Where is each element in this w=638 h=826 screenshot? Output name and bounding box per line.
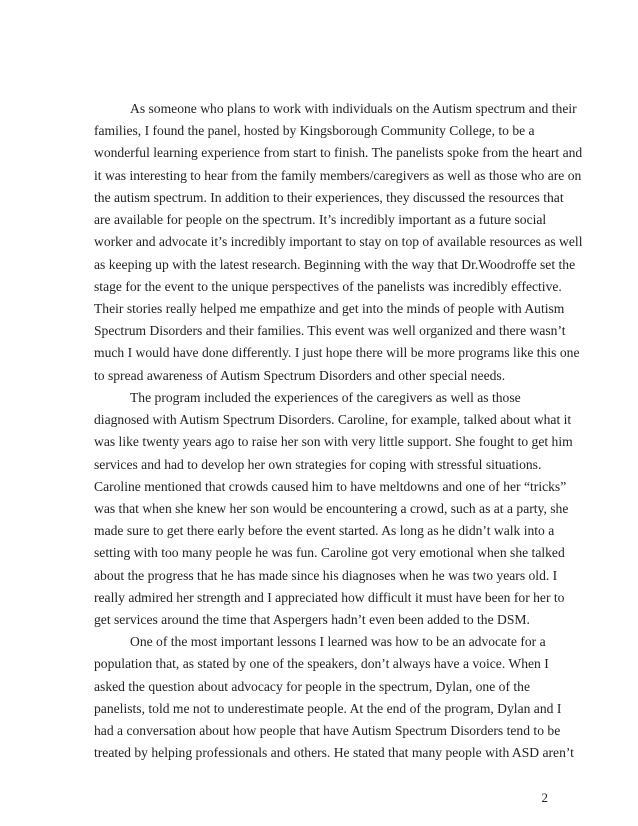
paragraph-line: get services around the time that Aspergers hadn’t even been added to the DSM. bbox=[94, 612, 530, 628]
paragraph-line: worker and advocate it’s incredibly important to stay on top of available resources as well bbox=[94, 234, 583, 250]
body-text bbox=[94, 98, 583, 765]
paragraph-line: Spectrum Disorders and their families. This event was well organized and there wasn’t bbox=[94, 323, 566, 339]
paragraph-line: was like twenty years ago to raise her son with very little support. She fought to get him bbox=[94, 434, 573, 450]
paragraph-line: The program included the experiences of the caregivers as well as those bbox=[130, 389, 521, 405]
paragraph-line: the autism spectrum. In addition to their experiences, they discussed the resources that bbox=[94, 189, 564, 205]
paragraph-line: As someone who plans to work with individuals on the Autism spectrum and their bbox=[130, 101, 577, 116]
paragraph-line: to spread awareness of Autism Spectrum Disorders and other special needs. bbox=[94, 367, 506, 383]
page-number: 2 bbox=[541, 790, 548, 805]
paragraph-line: diagnosed with Autism Spectrum Disorders. Caroline, for example, talked about what it bbox=[94, 412, 572, 428]
paragraph-line: population that, as stated by one of the speakers, don’t always have a voice. When I bbox=[94, 656, 549, 672]
paragraph-line: was that when she knew her son would be encountering a crowd, such as at a party, she bbox=[94, 500, 569, 516]
paragraph-line: much I would have done differently. I just hope there will be more programs like this one bbox=[94, 345, 580, 361]
paragraph-line: are available for people on the spectrum. It’s incredibly important as a future social bbox=[94, 212, 547, 228]
paragraph-line: really admired her strength and I appreciated how difficult it must have been for her to bbox=[94, 589, 565, 605]
paragraph-line: had a conversation about how people that have Autism Spectrum Disorders tend to be bbox=[94, 723, 561, 739]
paragraph-line: Their stories really helped me empathize and get into the minds of people with Autism bbox=[94, 300, 565, 316]
paragraph-line: treated by helping professionals and others. He stated that many people with ASD aren’t bbox=[94, 745, 574, 761]
paragraph-line: families, I found the panel, hosted by Kingsborough Community College, to be a bbox=[94, 123, 535, 139]
paragraph-line: services and had to develop her own strategies for coping with stressful situations. bbox=[94, 456, 542, 472]
paragraph-line: about the progress that he has made since his diagnoses when he was two years old. I bbox=[94, 567, 558, 583]
paragraph-line: as keeping up with the latest research. Beginning with the way that Dr.Woodroffe set the bbox=[94, 256, 576, 272]
paragraph-line: it was interesting to hear from the family members/caregivers as well as those who are on bbox=[94, 167, 582, 183]
paragraph-line: asked the question about advocacy for people in the spectrum, Dylan, one of the bbox=[94, 678, 530, 694]
paragraph-line: Caroline mentioned that crowds caused him to have meltdowns and one of her “tricks” bbox=[94, 478, 567, 494]
paragraph-line: wonderful learning experience from start to finish. The panelists spoke from the heart and bbox=[94, 145, 583, 161]
paragraph-line: made sure to get there early before the event started. As long as he didn’t walk into a bbox=[94, 523, 555, 539]
paragraph-line: stage for the event to the unique perspectives of the panelists was incredibly effective. bbox=[94, 278, 562, 294]
paragraph-line: One of the most important lessons I learned was how to be an advocate for a bbox=[130, 634, 546, 650]
paragraph-line: panelists, told me not to underestimate people. At the end of the program, Dylan and I bbox=[94, 700, 562, 716]
paragraph-line: setting with too many people he was fun. Caroline got very emotional when she talked bbox=[94, 545, 565, 561]
